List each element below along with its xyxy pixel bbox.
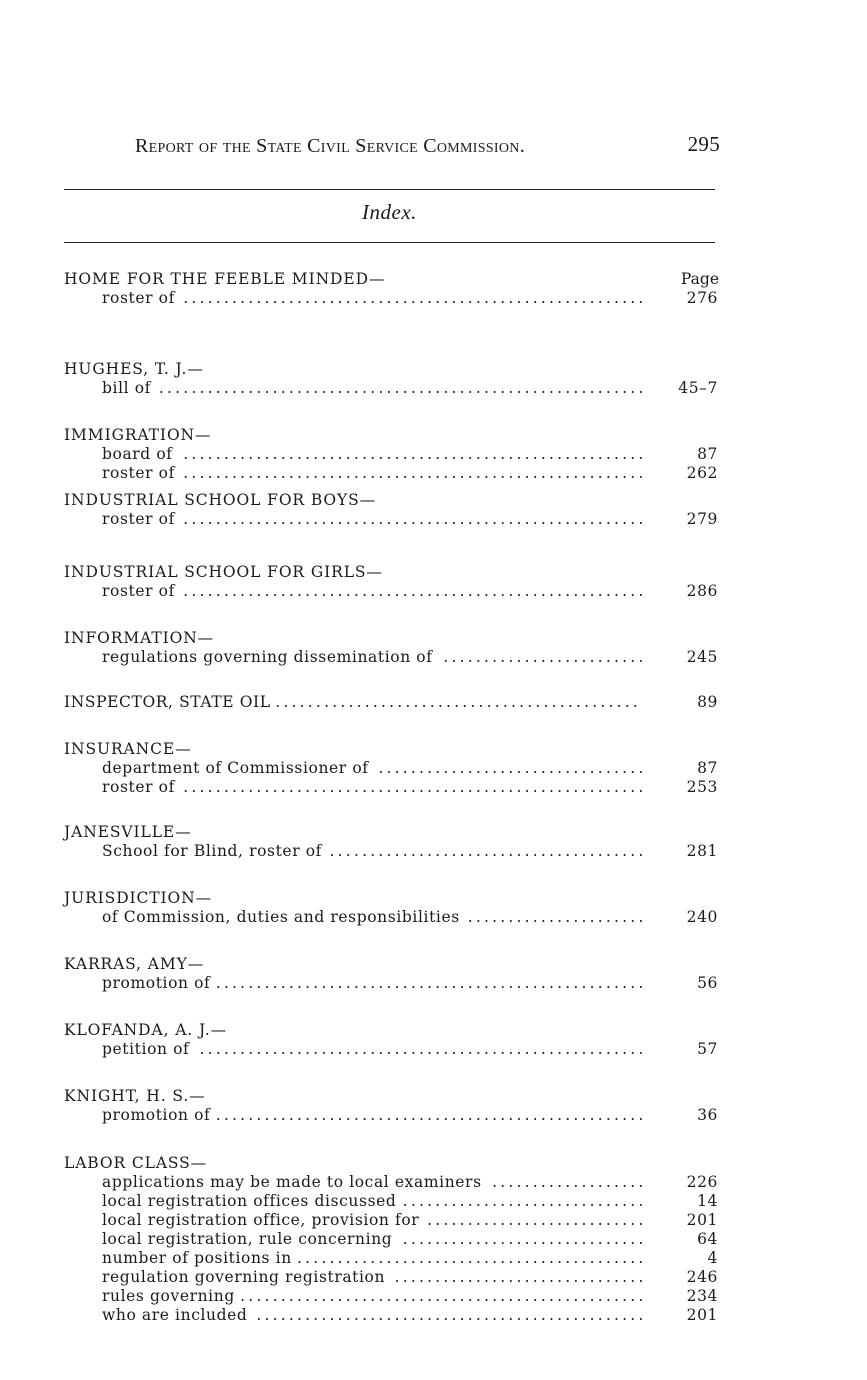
page-reference: 226 <box>686 1173 718 1191</box>
subentry-row <box>102 379 720 398</box>
subentry-row <box>64 693 720 712</box>
page-reference: 245 <box>686 648 718 666</box>
page-reference: 246 <box>686 1268 718 1286</box>
running-head-title: Report of the State Civil Service Commission. <box>135 135 526 157</box>
subentry-text: number of positions in <box>102 1249 298 1267</box>
entry-heading: KLOFANDA, A. J.— <box>64 1021 228 1039</box>
page-reference: 253 <box>686 778 718 796</box>
entry-heading: KARRAS, AMY— <box>64 955 205 973</box>
subentry-text: School for Blind, roster of <box>102 842 328 860</box>
subentry-text: bill of <box>102 379 157 397</box>
page-reference: 4 <box>707 1249 718 1267</box>
entry-heading: JANESVILLE— <box>64 823 192 841</box>
page-reference: 45–7 <box>678 379 718 397</box>
entry-heading: HOME FOR THE FEEBLE MINDED— <box>64 270 386 288</box>
entry-heading: INDUSTRIAL SCHOOL FOR GIRLS— <box>64 563 383 581</box>
entry-heading: INFORMATION— <box>64 629 215 647</box>
entry-heading: INSURANCE— <box>64 740 192 758</box>
subentry-text: rules governing <box>102 1287 241 1305</box>
subentry-row <box>102 778 720 797</box>
subentry-row <box>102 1268 720 1287</box>
subentry-text: roster of <box>102 289 181 307</box>
page-reference: 262 <box>686 464 718 482</box>
subentry-text: board of <box>102 445 179 463</box>
subentry-row <box>102 908 720 927</box>
subentry-row <box>102 510 720 529</box>
subentry-row <box>102 842 720 861</box>
subentry-text: INSPECTOR, STATE OIL <box>64 693 277 711</box>
subentry-row <box>102 1306 720 1325</box>
subentry-text: roster of <box>102 510 181 528</box>
page-reference: 57 <box>697 1040 718 1058</box>
page-reference: 201 <box>686 1211 718 1229</box>
subentry-text: department of Commissioner of <box>102 759 375 777</box>
page-reference: 56 <box>697 974 718 992</box>
entry-heading: INDUSTRIAL SCHOOL FOR BOYS— <box>64 491 377 509</box>
page-reference: 276 <box>686 289 718 307</box>
page-reference: 89 <box>697 693 718 711</box>
subentry-row <box>102 1106 720 1125</box>
page-reference: 64 <box>697 1230 718 1248</box>
subentry-row <box>102 759 720 778</box>
entry-heading: LABOR CLASS— <box>64 1154 208 1172</box>
subentry-row <box>102 464 720 483</box>
page-reference: 201 <box>686 1306 718 1324</box>
subentry-text: regulations governing dissemination of <box>102 648 439 666</box>
subentry-row <box>102 289 720 308</box>
page-reference: 234 <box>686 1287 718 1305</box>
subentry-row <box>102 974 720 993</box>
subentry-row <box>102 1211 720 1230</box>
dot-leader <box>102 464 642 482</box>
subentry-row <box>102 445 720 464</box>
subentry-text: who are included <box>102 1306 253 1324</box>
page-number: 295 <box>687 132 720 156</box>
subentry-text: of Commission, duties and responsibilities <box>102 908 466 926</box>
dot-leader <box>102 778 642 796</box>
page-reference: 281 <box>686 842 718 860</box>
entry-heading: IMMIGRATION— <box>64 426 212 444</box>
dot-leader <box>102 510 642 528</box>
subentry-row <box>102 648 720 667</box>
subentry-text: promotion of <box>102 1106 216 1124</box>
subentry-text: local registration, rule concerning <box>102 1230 398 1248</box>
page-reference: 279 <box>686 510 718 528</box>
subentry-text: roster of <box>102 778 181 796</box>
subentry-text: roster of <box>102 464 181 482</box>
page-reference: 240 <box>686 908 718 926</box>
page-column-label: Page <box>680 270 719 288</box>
dot-leader <box>102 445 642 463</box>
subentry-text: roster of <box>102 582 181 600</box>
subentry-row <box>102 1040 720 1059</box>
subentry-text: applications may be made to local examiners <box>102 1173 488 1191</box>
section-heading: Index. <box>362 200 417 224</box>
subentry-text: petition of <box>102 1040 195 1058</box>
subentry-row <box>102 1192 720 1211</box>
subentry-row <box>102 1173 720 1192</box>
dot-leader <box>102 379 642 397</box>
dot-leader <box>102 289 642 307</box>
entry-heading: HUGHES, T. J.— <box>64 360 204 378</box>
entry-heading: KNIGHT, H. S.— <box>64 1087 206 1105</box>
dot-leader <box>102 582 642 600</box>
page-reference: 87 <box>697 445 718 463</box>
subentry-row <box>102 582 720 601</box>
subentry-row <box>102 1287 720 1306</box>
page-reference: 14 <box>697 1192 718 1210</box>
subentry-text: regulation governing registration <box>102 1268 391 1286</box>
page-reference: 87 <box>697 759 718 777</box>
page-reference: 286 <box>686 582 718 600</box>
subentry-text: local registration offices discussed <box>102 1192 402 1210</box>
subentry-row <box>102 1230 720 1249</box>
subentry-text: promotion of <box>102 974 216 992</box>
subentry-row <box>102 1249 720 1268</box>
subentry-text: local registration office, provision for <box>102 1211 425 1229</box>
entry-heading: JURISDICTION— <box>64 889 213 907</box>
page-reference: 36 <box>697 1106 718 1124</box>
